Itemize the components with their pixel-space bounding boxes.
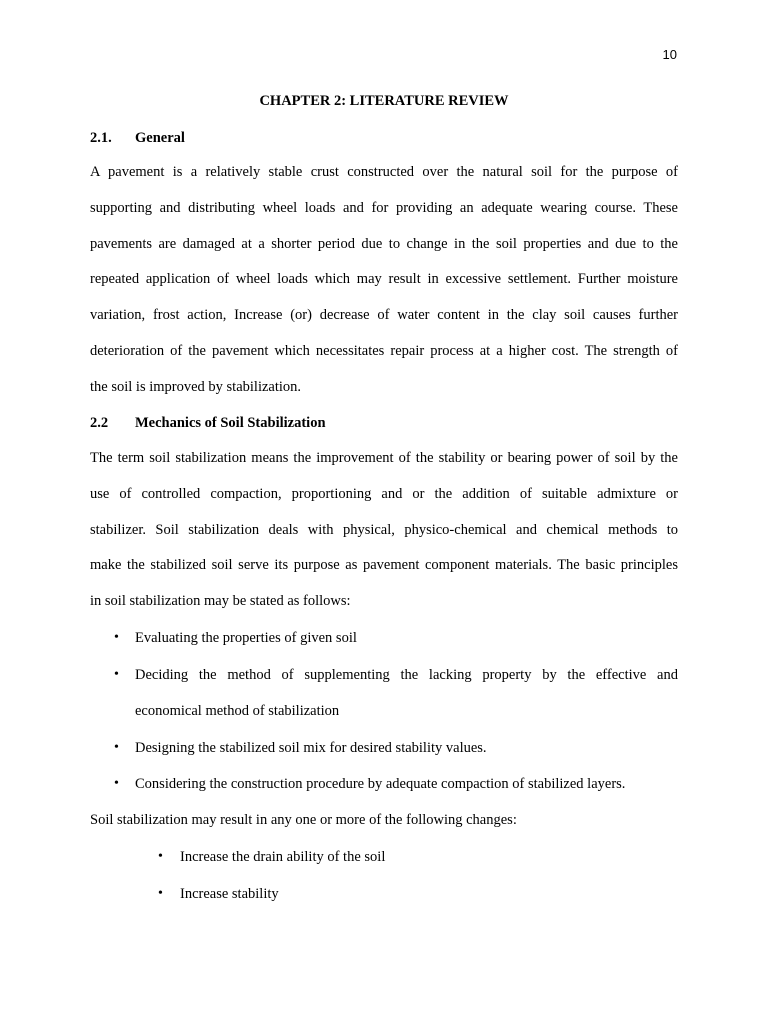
list-item-line: Designing the stabilized soil mix for desired stability values. bbox=[135, 739, 487, 756]
section-number: 2.1. bbox=[90, 130, 112, 146]
bullet-icon: • bbox=[158, 849, 163, 864]
list-item-line: Deciding the method of supplementing the lacking property by the effective and bbox=[135, 666, 678, 683]
paragraph-line: the soil is improved by stabilization. bbox=[90, 378, 302, 395]
paragraph-line: The term soil stabilization means the improvement of the stability or bearing power of soil by the bbox=[90, 450, 678, 466]
bullet-icon: • bbox=[114, 630, 119, 645]
paragraph-line: variation, frost action, Increase (or) decrease of water content in the clay soil causes further bbox=[90, 307, 678, 324]
paragraph-line: use of controlled compaction, proportioning and or the addition of suitable admixture or bbox=[90, 485, 678, 502]
bullet-text bbox=[135, 620, 678, 657]
paragraph-line: Soil stabilization may result in any one or more of the following changes: bbox=[90, 812, 517, 828]
bullet-text bbox=[135, 730, 678, 767]
changes-intro bbox=[90, 803, 678, 839]
bullet-icon: • bbox=[114, 739, 119, 755]
list-item-line: Increase stability bbox=[180, 885, 279, 902]
bullet-text bbox=[180, 876, 678, 913]
section-heading-mechanics bbox=[90, 414, 326, 432]
list-item-line: Evaluating the properties of given soil bbox=[135, 630, 357, 646]
bullet-icon: • bbox=[158, 885, 163, 901]
list-item bbox=[90, 876, 678, 913]
bullet-icon: • bbox=[114, 776, 119, 791]
section-heading-general bbox=[90, 129, 185, 147]
page-number: 10 bbox=[662, 47, 677, 62]
list-item bbox=[90, 766, 678, 803]
paragraph-mechanics bbox=[90, 441, 678, 620]
paragraph-line: make the stabilized soil serve its purpose as pavement component materials. The basic principles bbox=[90, 557, 678, 574]
list-item bbox=[90, 730, 678, 767]
list-item bbox=[90, 839, 678, 876]
paragraph-line: deterioration of the pavement which necessitates repair process at a higher cost. The strength of bbox=[90, 342, 678, 359]
paragraph-general bbox=[90, 155, 678, 406]
list-item bbox=[90, 657, 678, 730]
paragraph-line: repeated application of wheel loads which may result in excessive settlement. Further moisture bbox=[90, 271, 678, 288]
list-item bbox=[90, 620, 678, 657]
paragraph-line: pavements are damaged at a shorter period due to change in the soil properties and due to the bbox=[90, 235, 678, 252]
list-item-line: Considering the construction procedure by adequate compaction of stabilized layers. bbox=[135, 776, 626, 792]
paragraph-line: A pavement is a relatively stable crust constructed over the natural soil for the purpose of bbox=[90, 164, 678, 180]
bullet-text bbox=[135, 657, 678, 730]
list-item-line: Increase the drain ability of the soil bbox=[180, 849, 386, 865]
section-title: Mechanics of Soil Stabilization bbox=[135, 415, 326, 431]
bullet-text bbox=[180, 839, 678, 876]
bullet-text bbox=[135, 766, 678, 803]
changes-list bbox=[90, 839, 678, 912]
paragraph-line: stabilizer. Soil stabilization deals with physical, physico-chemical and chemical methods to bbox=[90, 521, 678, 538]
list-item-line: economical method of stabilization bbox=[135, 703, 340, 719]
section-title: General bbox=[135, 130, 185, 146]
paragraph-line: supporting and distributing wheel loads and for providing an adequate wearing course. These bbox=[90, 199, 678, 216]
principles-list bbox=[90, 620, 678, 803]
paragraph-line: in soil stabilization may be stated as follows: bbox=[90, 593, 351, 610]
chapter-title: CHAPTER 2: LITERATURE REVIEW bbox=[259, 93, 509, 109]
section-number: 2.2 bbox=[90, 415, 109, 431]
bullet-icon: • bbox=[114, 666, 119, 682]
